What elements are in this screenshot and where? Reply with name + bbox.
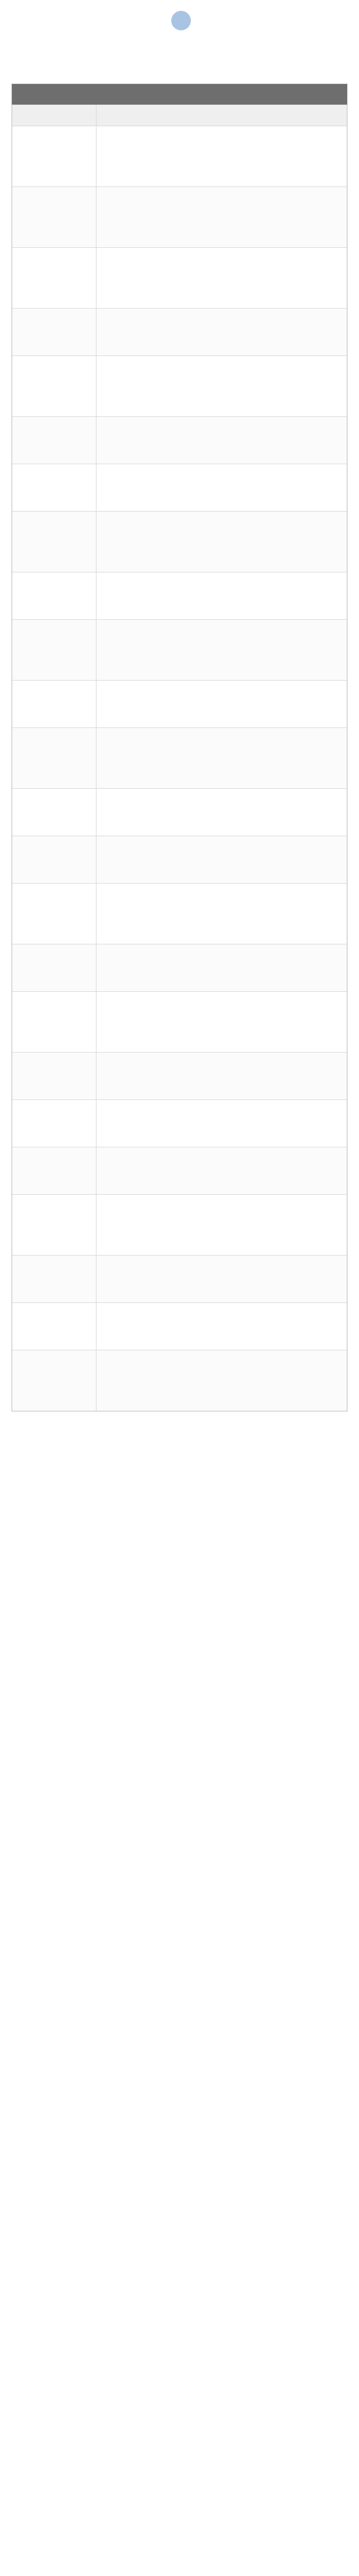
table-row [12,512,347,572]
row-content [96,728,347,789]
section-subtitle [0,44,359,83]
row-topic [12,944,96,992]
table-row [12,789,347,836]
row-content [96,512,347,572]
row-content [96,1147,347,1195]
row-topic [12,884,96,944]
row-topic [12,1100,96,1147]
row-content [96,126,347,187]
row-topic [12,417,96,464]
row-topic [12,1053,96,1100]
table-row [12,836,347,884]
row-content [96,248,347,309]
row-content [96,1100,347,1147]
table-row [12,681,347,728]
row-topic [12,1195,96,1256]
table-row [12,1053,347,1100]
row-content [96,620,347,681]
row-content [96,944,347,992]
table-row [12,309,347,356]
row-topic [12,728,96,789]
row-content [96,836,347,884]
table-row [12,1350,347,1411]
table-row [12,1100,347,1147]
table-row [12,992,347,1053]
row-topic [12,1256,96,1303]
row-topic [12,572,96,620]
row-topic [12,1350,96,1411]
row-topic [12,309,96,356]
column-header-topic [12,105,96,126]
table-row [12,248,347,309]
row-content [96,1350,347,1411]
table-row [12,1256,347,1303]
row-topic [12,464,96,512]
row-content [96,572,347,620]
row-content [96,464,347,512]
table-row [12,417,347,464]
table-row [12,1303,347,1350]
row-topic [12,620,96,681]
row-content [96,681,347,728]
row-topic [12,356,96,417]
row-content [96,1256,347,1303]
row-content [96,417,347,464]
row-content [96,356,347,417]
row-content [96,187,347,248]
table-body [12,126,347,1411]
row-content [96,1303,347,1350]
row-topic [12,1147,96,1195]
row-content [96,1053,347,1100]
course-outline-table [11,83,348,1412]
row-topic [12,187,96,248]
part-header [0,0,359,44]
table-header-row [12,105,347,126]
row-content [96,884,347,944]
table-row [12,728,347,789]
column-header-content [96,105,347,126]
row-topic [12,126,96,187]
table-row [12,1147,347,1195]
table-row [12,884,347,944]
table-row [12,464,347,512]
row-topic [12,789,96,836]
table-row [12,187,347,248]
table-row [12,572,347,620]
outline-table [12,105,347,1411]
table-caption [12,84,347,105]
row-topic [12,1303,96,1350]
row-content [96,1195,347,1256]
row-topic [12,836,96,884]
table-row [12,1195,347,1256]
row-content [96,992,347,1053]
row-topic [12,992,96,1053]
table-row [12,944,347,992]
row-content [96,789,347,836]
row-topic [12,681,96,728]
row-topic [12,512,96,572]
part-number-badge [171,11,191,30]
table-row [12,356,347,417]
row-topic [12,248,96,309]
table-row [12,126,347,187]
table-row [12,620,347,681]
row-content [96,309,347,356]
